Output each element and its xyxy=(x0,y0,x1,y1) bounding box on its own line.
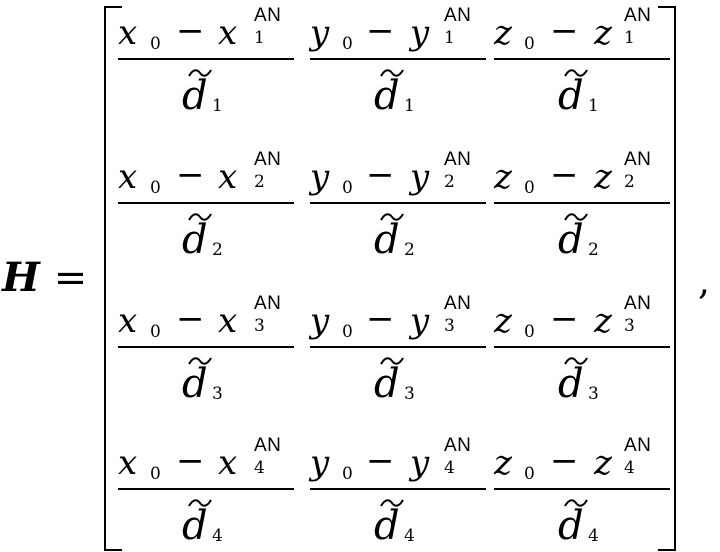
matrix-cell-r1-y xyxy=(310,2,486,122)
distance-symbol: d xyxy=(374,217,400,263)
origin-coordinate: x xyxy=(118,301,138,341)
origin-coordinate: z xyxy=(494,157,512,197)
denominator xyxy=(494,208,670,264)
origin-coordinate: z xyxy=(494,13,512,53)
anchor-superscript: AN xyxy=(444,149,472,170)
origin-coordinate: y xyxy=(310,13,330,53)
numerator xyxy=(310,436,486,488)
anchor-superscript: AN xyxy=(624,5,652,26)
distance-estimate xyxy=(558,212,618,264)
denominator xyxy=(494,494,670,550)
fraction-bar xyxy=(310,488,486,490)
numerator xyxy=(494,150,670,202)
origin-subscript: 0 xyxy=(342,322,353,342)
origin-subscript: 0 xyxy=(150,322,161,342)
minus-sign: − xyxy=(366,299,395,339)
origin-subscript: 0 xyxy=(150,464,161,484)
numerator xyxy=(310,294,486,346)
fraction-bar xyxy=(310,346,486,348)
minus-sign: − xyxy=(550,299,579,339)
matrix-cell-r3-z xyxy=(494,290,670,410)
denominator xyxy=(310,494,486,550)
matrix-cell-r4-z xyxy=(494,432,670,552)
origin-coordinate: x xyxy=(118,157,138,197)
anchor-coordinate: x xyxy=(218,443,238,483)
fraction-bar xyxy=(310,58,486,60)
minus-sign: − xyxy=(366,155,395,195)
denominator xyxy=(118,208,294,264)
origin-subscript: 0 xyxy=(342,178,353,198)
matrix-cell-r2-y xyxy=(310,146,486,266)
anchor-superscript: AN xyxy=(624,149,652,170)
anchor-subscript: 4 xyxy=(254,458,265,478)
matrix-cell-r1-x xyxy=(118,2,294,122)
anchor-subscript: 2 xyxy=(254,172,265,192)
numerator xyxy=(118,294,294,346)
denominator xyxy=(118,494,294,550)
distance-subscript: 3 xyxy=(588,384,599,404)
denominator xyxy=(310,208,486,264)
matrix-cell-r3-x xyxy=(118,290,294,410)
minus-sign: − xyxy=(366,441,395,481)
equals-sign: = xyxy=(53,255,88,301)
anchor-coordinate: y xyxy=(410,13,430,53)
origin-subscript: 0 xyxy=(342,464,353,484)
anchor-coordinate: y xyxy=(410,301,430,341)
distance-symbol: d xyxy=(374,73,400,119)
distance-estimate xyxy=(374,356,434,408)
anchor-superscript: AN xyxy=(254,435,282,456)
numerator xyxy=(494,436,670,488)
numerator xyxy=(118,436,294,488)
denominator xyxy=(494,64,670,120)
anchor-coordinate: x xyxy=(218,301,238,341)
distance-symbol: d xyxy=(182,217,208,263)
distance-symbol: d xyxy=(558,217,584,263)
anchor-coordinate: x xyxy=(218,157,238,197)
distance-subscript: 3 xyxy=(212,384,223,404)
equation-lhs xyxy=(2,250,87,306)
distance-estimate xyxy=(558,68,618,120)
matrix-cell-r2-z xyxy=(494,146,670,266)
matrix-cell-r4-x xyxy=(118,432,294,552)
origin-coordinate: z xyxy=(494,443,512,483)
denominator xyxy=(494,352,670,408)
origin-subscript: 0 xyxy=(524,464,535,484)
distance-symbol: d xyxy=(182,503,208,549)
anchor-coordinate: z xyxy=(594,301,612,341)
anchor-subscript: 2 xyxy=(444,172,455,192)
distance-estimate xyxy=(374,498,434,550)
anchor-superscript: AN xyxy=(444,293,472,314)
origin-subscript: 0 xyxy=(342,34,353,54)
anchor-superscript: AN xyxy=(444,5,472,26)
origin-coordinate: y xyxy=(310,443,330,483)
denominator xyxy=(310,352,486,408)
denominator xyxy=(118,352,294,408)
distance-estimate xyxy=(182,498,242,550)
anchor-subscript: 3 xyxy=(624,316,635,336)
anchor-subscript: 3 xyxy=(444,316,455,336)
origin-coordinate: x xyxy=(118,443,138,483)
anchor-subscript: 4 xyxy=(444,458,455,478)
fraction-bar xyxy=(494,346,670,348)
anchor-subscript: 4 xyxy=(624,458,635,478)
fraction-bar xyxy=(310,202,486,204)
matrix-symbol-h: H xyxy=(2,254,40,301)
numerator xyxy=(310,6,486,58)
distance-subscript: 4 xyxy=(212,526,223,546)
minus-sign: − xyxy=(176,441,205,481)
distance-symbol: d xyxy=(558,73,584,119)
denominator xyxy=(310,64,486,120)
anchor-superscript: AN xyxy=(624,435,652,456)
anchor-superscript: AN xyxy=(444,435,472,456)
origin-subscript: 0 xyxy=(524,322,535,342)
matrix-body xyxy=(118,0,658,552)
origin-coordinate: y xyxy=(310,157,330,197)
minus-sign: − xyxy=(366,11,395,51)
anchor-subscript: 1 xyxy=(444,28,455,48)
numerator xyxy=(310,150,486,202)
origin-coordinate: y xyxy=(310,301,330,341)
numerator xyxy=(494,294,670,346)
distance-subscript: 1 xyxy=(212,96,223,116)
anchor-superscript: AN xyxy=(254,293,282,314)
fraction-bar xyxy=(118,202,294,204)
distance-symbol: d xyxy=(182,73,208,119)
distance-estimate xyxy=(374,212,434,264)
distance-subscript: 1 xyxy=(588,96,599,116)
fraction-bar xyxy=(494,488,670,490)
numerator xyxy=(118,150,294,202)
minus-sign: − xyxy=(176,299,205,339)
distance-symbol: d xyxy=(558,361,584,407)
anchor-subscript: 1 xyxy=(624,28,635,48)
distance-estimate xyxy=(558,498,618,550)
matrix-cell-r4-y xyxy=(310,432,486,552)
distance-estimate xyxy=(182,212,242,264)
minus-sign: − xyxy=(550,155,579,195)
denominator xyxy=(118,64,294,120)
distance-subscript: 1 xyxy=(404,96,415,116)
distance-subscript: 2 xyxy=(212,240,223,260)
fraction-bar xyxy=(494,202,670,204)
distance-estimate xyxy=(374,68,434,120)
anchor-coordinate: z xyxy=(594,157,612,197)
fraction-bar xyxy=(118,346,294,348)
fraction-bar xyxy=(118,58,294,60)
anchor-superscript: AN xyxy=(254,149,282,170)
origin-coordinate: x xyxy=(118,13,138,53)
anchor-coordinate: x xyxy=(218,13,238,53)
matrix-cell-r2-x xyxy=(118,146,294,266)
distance-subscript: 4 xyxy=(588,526,599,546)
distance-symbol: d xyxy=(374,503,400,549)
matrix-cell-r3-y xyxy=(310,290,486,410)
minus-sign: − xyxy=(176,11,205,51)
minus-sign: − xyxy=(176,155,205,195)
anchor-subscript: 2 xyxy=(624,172,635,192)
distance-estimate xyxy=(182,356,242,408)
distance-estimate xyxy=(558,356,618,408)
distance-subscript: 2 xyxy=(404,240,415,260)
anchor-superscript: AN xyxy=(254,5,282,26)
minus-sign: − xyxy=(550,441,579,481)
trailing-comma: , xyxy=(698,259,711,303)
anchor-subscript: 3 xyxy=(254,316,265,336)
distance-symbol: d xyxy=(558,503,584,549)
origin-coordinate: z xyxy=(494,301,512,341)
distance-subscript: 3 xyxy=(404,384,415,404)
numerator xyxy=(118,6,294,58)
origin-subscript: 0 xyxy=(524,34,535,54)
fraction-bar xyxy=(494,58,670,60)
distance-symbol: d xyxy=(182,361,208,407)
distance-estimate xyxy=(182,68,242,120)
anchor-coordinate: z xyxy=(594,443,612,483)
distance-subscript: 2 xyxy=(588,240,599,260)
anchor-coordinate: z xyxy=(594,13,612,53)
origin-subscript: 0 xyxy=(150,178,161,198)
anchor-coordinate: y xyxy=(410,157,430,197)
distance-symbol: d xyxy=(374,361,400,407)
origin-subscript: 0 xyxy=(150,34,161,54)
distance-subscript: 4 xyxy=(404,526,415,546)
anchor-subscript: 1 xyxy=(254,28,265,48)
anchor-coordinate: y xyxy=(410,443,430,483)
matrix-cell-r1-z xyxy=(494,2,670,122)
numerator xyxy=(494,6,670,58)
origin-subscript: 0 xyxy=(524,178,535,198)
fraction-bar xyxy=(118,488,294,490)
minus-sign: − xyxy=(550,11,579,51)
anchor-superscript: AN xyxy=(624,293,652,314)
